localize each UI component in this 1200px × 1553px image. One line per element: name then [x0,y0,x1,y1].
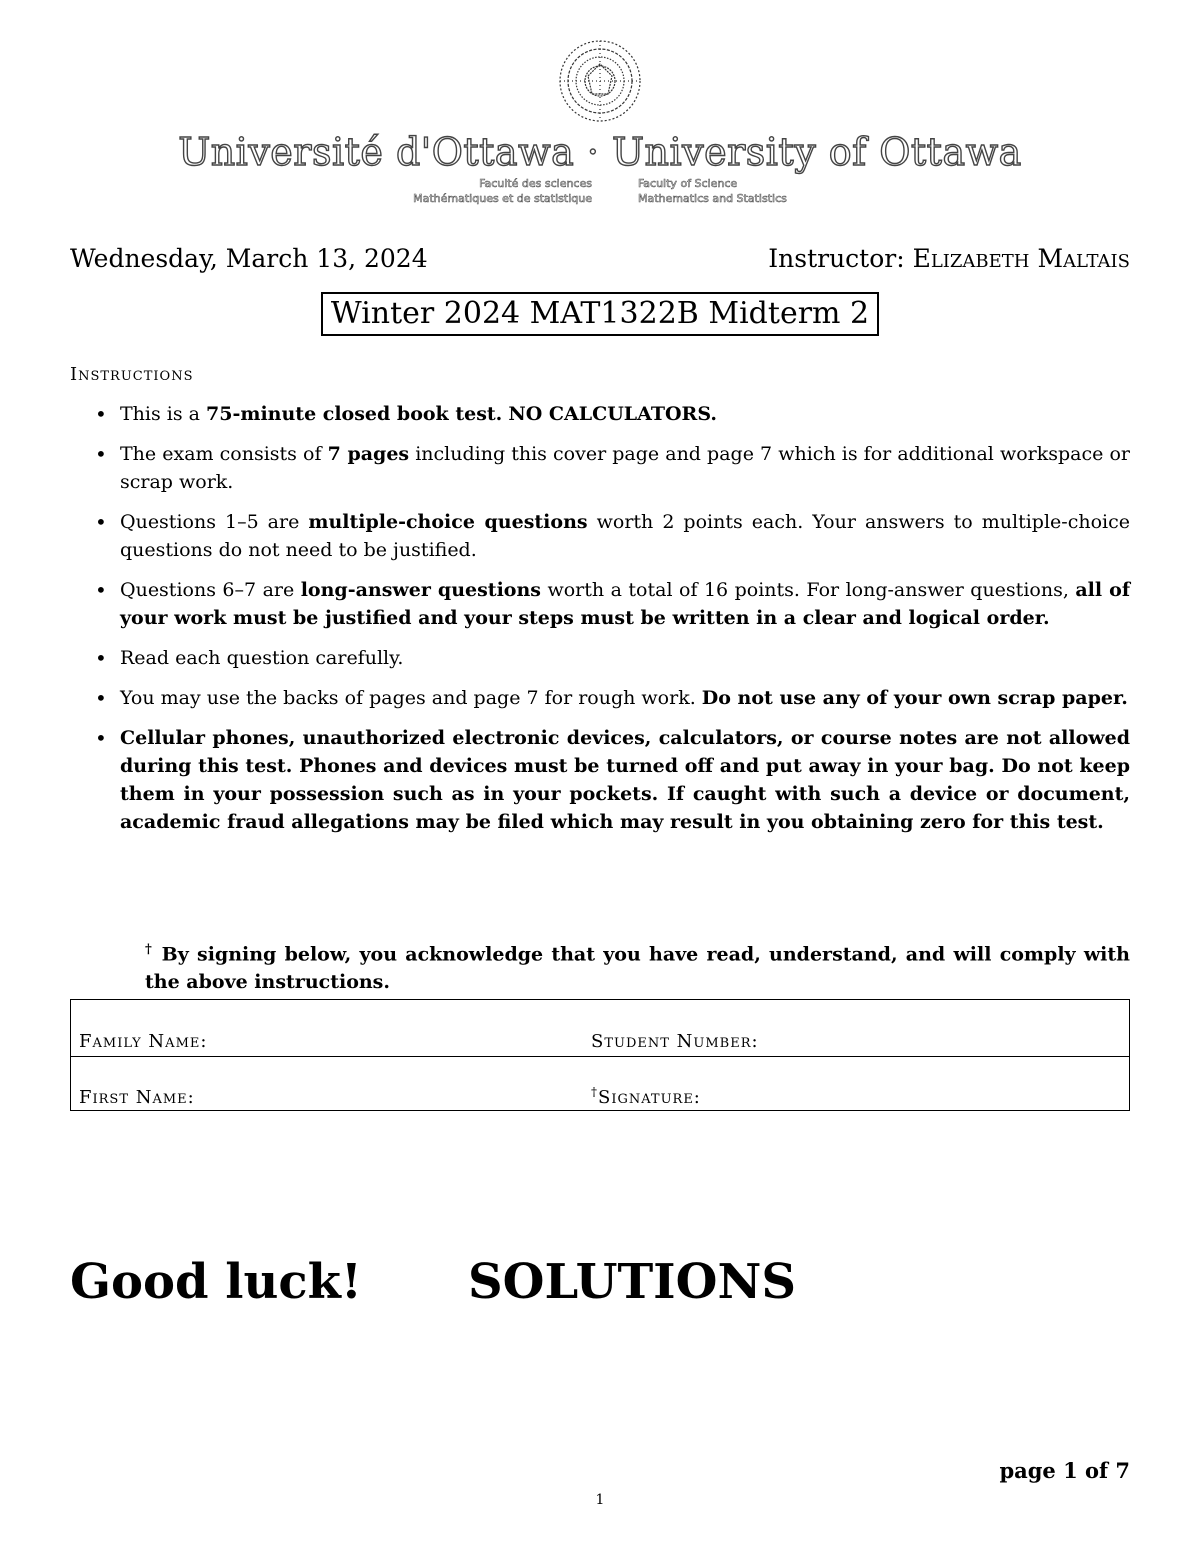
good-luck: Good luck! [70,1254,362,1310]
first-name-field[interactable]: First Name: [79,1087,195,1108]
faculty-english-line-1: Faculty of Science [637,177,738,190]
university-name: Université d'Ottawa · University of Ottawa [178,130,1022,174]
faculty-names [0,176,1200,206]
instructor-label: Instructor: [768,244,905,273]
instruction-item [120,576,1130,632]
instruction-bold: Cellular phones, unauthorized electronic devices, calculators, or course notes are not allowed during this test. Phones and devices must be turned off and put away in your bag. Do not keep them in your possession such as in your pockets. If caught with such a device or document, academic fraud allegations may be filed which may result in you obtaining zero for this test. [120,727,1130,833]
instructor-name: Elizabeth Maltais [912,244,1130,273]
instructor [768,244,1130,273]
instruction-bold: multiple-choice questions [308,511,588,533]
solutions-label: SOLUTIONS [468,1254,796,1310]
instruction-text: Questions 6–7 are [120,579,301,601]
exam-date: Wednesday, March 13, 2024 [70,244,428,273]
instruction-text: Read each question carefully. [120,647,404,669]
instructions-list [120,400,1130,848]
instruction-bold: Do not use any of your own scrap paper. [701,687,1128,709]
exam-title-container [0,292,1200,336]
instruction-text: worth 2 points each. Your answers to multiple-choice questions do not need to be justified. [120,511,1130,561]
university-seal-icon [550,36,650,126]
exam-header [70,244,1130,273]
acknowledgement [145,936,1130,996]
faculty-french-line-1: Faculté des sciences [479,177,592,190]
instruction-item [120,508,1130,564]
signature-dagger: † [591,1085,598,1099]
instruction-text: This is a [120,403,207,425]
faculty-english-line-2: Mathematics and Statistics [637,192,787,205]
instruction-item [120,644,1130,672]
signature-label: Signature: [598,1087,701,1108]
info-row-2 [71,1056,1129,1112]
signature-field[interactable] [591,1085,701,1108]
instruction-bold: long-answer questions [300,579,541,601]
page-count: page 1 of 7 [999,1458,1130,1483]
university-logo [0,36,1200,206]
instruction-item [120,400,1130,428]
student-number-field[interactable]: Student Number: [591,1031,759,1052]
instruction-text: The exam consists of [120,443,328,465]
instruction-bold: NO CALCULATORS. [508,403,717,425]
exam-title: Winter 2024 MAT1322B Midterm 2 [321,292,879,336]
family-name-field[interactable]: Family Name: [79,1031,208,1052]
instruction-text: including this cover page and page 7 which is for additional workspace or scrap work. [120,443,1130,493]
faculty-english [638,176,787,206]
acknowledgement-text: By signing below, you acknowledge that you have read, understand, and will comply with the above instructions. [145,943,1130,994]
info-row-1 [71,1000,1129,1057]
instruction-item [120,724,1130,836]
instruction-bold: all of your work must be justified and your steps must be written in a clear and logical order. [120,579,1130,629]
instruction-text: You may use the backs of pages and page 7 for rough work. [120,687,702,709]
dagger-mark: † [145,942,154,957]
page-number: 1 [595,1492,605,1508]
instruction-item [120,440,1130,496]
instruction-bold: 7 pages [327,443,410,465]
instruction-text: worth a total of 16 points. For long-answer questions, [541,579,1076,601]
student-info-box [70,999,1130,1111]
instructions-heading: Instructions [70,364,194,385]
instruction-bold: 75-minute closed book test. [206,403,503,425]
instruction-text: Questions 1–5 are [120,511,309,533]
faculty-french-line-2: Mathématiques et de statistique [413,192,592,205]
faculty-french [413,176,592,206]
instruction-item [120,684,1130,712]
